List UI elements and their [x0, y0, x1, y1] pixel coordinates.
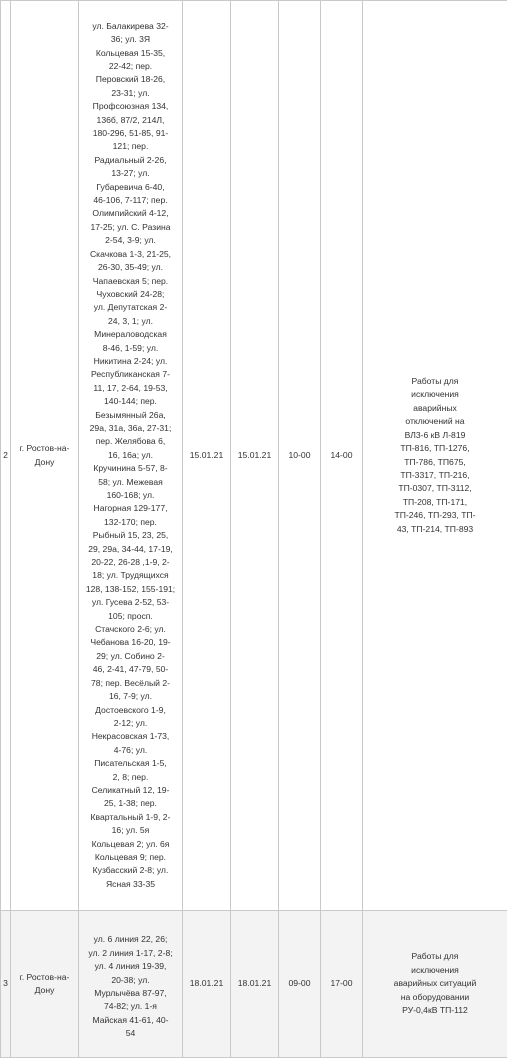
address-line: Квартальный 1-9, 2- — [81, 811, 180, 824]
reason-cell — [363, 1, 507, 911]
address-line: Радиальный 2-26, — [81, 154, 180, 167]
row-number: 2 — [1, 1, 11, 911]
address-line: 46, 2-41, 47-79, 50- — [81, 663, 180, 676]
table-row — [1, 1, 507, 911]
reason-text — [365, 375, 505, 536]
city-cell — [11, 911, 79, 1058]
reason-line: Работы для — [365, 375, 505, 388]
address-line: Перовский 18-26, — [81, 73, 180, 86]
reason-line: ТП-0307, ТП-3112, — [365, 482, 505, 495]
address-line: Скачкова 1-3, 21-25, — [81, 248, 180, 261]
address-line: Минераловодская — [81, 328, 180, 341]
address-line: 140-144; пер. — [81, 395, 180, 408]
row-number: 3 — [1, 911, 11, 1058]
address-line: 25, 1-38; пер. — [81, 797, 180, 810]
address-line: Майская 41-61, 40- — [81, 1014, 180, 1027]
address-line: ул. 6 линия 22, 26; — [81, 933, 180, 946]
address-line: ул. Балакирева 32- — [81, 20, 180, 33]
address-line: Рыбный 15, 23, 25, — [81, 529, 180, 542]
address-line: 26-30, 35-49; ул. — [81, 261, 180, 274]
address-line: Мурлычёва 87-97, — [81, 987, 180, 1000]
address-list — [81, 20, 180, 891]
address-line: Республиканская 7- — [81, 368, 180, 381]
address-line: 58; ул. Межевая — [81, 476, 180, 489]
address-line: 105; просп. — [81, 610, 180, 623]
date-start-cell: 18.01.21 — [183, 911, 231, 1058]
table-row — [1, 911, 507, 1058]
address-line: 121; пер. — [81, 140, 180, 153]
reason-line: ТП-816, ТП-1276, — [365, 442, 505, 455]
address-line: ул. 4 линия 19-39, — [81, 960, 180, 973]
address-line: Чапаевская 5; пер. — [81, 275, 180, 288]
address-line: Стачского 2-6; ул. — [81, 623, 180, 636]
city-line: г. Ростов-на- — [13, 971, 76, 984]
reason-line: 43, ТП-214, ТП-893 — [365, 523, 505, 536]
address-line: 16, 16а; ул. — [81, 449, 180, 462]
reason-line: аварийных ситуаций — [365, 977, 505, 990]
address-cell — [79, 911, 183, 1058]
reason-line: РУ-0,4кВ ТП-112 — [365, 1004, 505, 1017]
address-line: ул. Депутатская 2- — [81, 301, 180, 314]
address-line: ул. Гусева 2-52, 53- — [81, 596, 180, 609]
address-line: 23-31; ул. — [81, 87, 180, 100]
address-line: Никитина 2-24; ул. — [81, 355, 180, 368]
address-line: 46-106, 7-117; пер. — [81, 194, 180, 207]
address-line: 24, 3, 1; ул. — [81, 315, 180, 328]
address-line: 20-38; ул. — [81, 974, 180, 987]
address-line: Кольцевая 2; ул. 6я — [81, 838, 180, 851]
address-line: 78; пер. Весёлый 2- — [81, 677, 180, 690]
address-line: пер. Желябова 6, — [81, 435, 180, 448]
reason-line: на оборудовании — [365, 991, 505, 1004]
address-line: 16; ул. 5я — [81, 824, 180, 837]
address-line: Чебанова 16-20, 19- — [81, 636, 180, 649]
reason-text — [365, 950, 505, 1017]
time-end-cell: 14-00 — [321, 1, 363, 911]
address-line: Кручинина 5-57, 8- — [81, 462, 180, 475]
address-line: 128, 138-152, 155-191; — [81, 583, 180, 596]
address-list — [81, 933, 180, 1040]
reason-line: ТП-208, ТП-171, — [365, 496, 505, 509]
address-line: 11, 17, 2-64, 19-53, — [81, 382, 180, 395]
address-line: 29; ул. Собино 2- — [81, 650, 180, 663]
address-line: 20-22, 26-28 ,1-9, 2- — [81, 556, 180, 569]
address-line: Писательская 1-5, — [81, 757, 180, 770]
reason-line: исключения — [365, 388, 505, 401]
address-line: 18; ул. Трудящихся — [81, 569, 180, 582]
address-line: 54 — [81, 1027, 180, 1040]
address-line: 160-168; ул. — [81, 489, 180, 502]
time-end-cell: 17-00 — [321, 911, 363, 1058]
city-line: Дону — [13, 984, 76, 997]
address-line: 180-296, 51-85, 91- — [81, 127, 180, 140]
address-line: Нагорная 129-177, — [81, 502, 180, 515]
address-line: 132-170; пер. — [81, 516, 180, 529]
address-line: 4-76; ул. — [81, 744, 180, 757]
time-start-cell: 10-00 — [279, 1, 321, 911]
address-line: Ясная 33-35 — [81, 878, 180, 891]
reason-line: ВЛ3-6 кВ Л-819 — [365, 429, 505, 442]
city-line: г. Ростов-на- — [13, 442, 76, 455]
address-line: 22-42; пер. — [81, 60, 180, 73]
date-end-cell: 15.01.21 — [231, 1, 279, 911]
reason-line: ТП-246, ТП-293, ТП- — [365, 509, 505, 522]
address-line: Безымянный 26а, — [81, 409, 180, 422]
reason-line: ТП-3317, ТП-216, — [365, 469, 505, 482]
address-line: 8-46, 1-59; ул. — [81, 342, 180, 355]
address-line: 2, 8; пер. — [81, 771, 180, 784]
reason-line: ТП-786, ТП675, — [365, 456, 505, 469]
address-line: Достоевского 1-9, — [81, 704, 180, 717]
address-line: 2-12; ул. — [81, 717, 180, 730]
date-end-cell: 18.01.21 — [231, 911, 279, 1058]
address-line: Селикатный 12, 19- — [81, 784, 180, 797]
address-line: Кольцевая 9; пер. — [81, 851, 180, 864]
reason-cell — [363, 911, 507, 1058]
address-cell — [79, 1, 183, 911]
address-line: 74-82; ул. 1-я — [81, 1000, 180, 1013]
address-line: 136б, 87/2, 214Л, — [81, 114, 180, 127]
address-line: Губаревича 6-40, — [81, 181, 180, 194]
address-line: Олимпийский 4-12, — [81, 207, 180, 220]
address-line: ул. 2 линия 1-17, 2-8; — [81, 947, 180, 960]
address-line: 16, 7-9; ул. — [81, 690, 180, 703]
address-line: 29, 29а, 34-44, 17-19, — [81, 543, 180, 556]
reason-line: исключения — [365, 964, 505, 977]
time-start-cell: 09-00 — [279, 911, 321, 1058]
address-line: Профсоюзная 134, — [81, 100, 180, 113]
address-line: 2-54, 3-9; ул. — [81, 234, 180, 247]
reason-line: отключений на — [365, 415, 505, 428]
reason-line: Работы для — [365, 950, 505, 963]
city-cell — [11, 1, 79, 911]
address-line: 13-27; ул. — [81, 167, 180, 180]
address-line: 36; ул. 3Я — [81, 33, 180, 46]
city-line: Дону — [13, 456, 76, 469]
date-start-cell: 15.01.21 — [183, 1, 231, 911]
address-line: 29а, 31а, 36а, 27-31; — [81, 422, 180, 435]
address-line: Кузбасский 2-8; ул. — [81, 864, 180, 877]
address-line: Некрасовская 1-73, — [81, 730, 180, 743]
address-line: 17-25; ул. С. Разина — [81, 221, 180, 234]
reason-line: аварийных — [365, 402, 505, 415]
address-line: Кольцевая 15-35, — [81, 47, 180, 60]
address-line: Чуховский 24-28; — [81, 288, 180, 301]
